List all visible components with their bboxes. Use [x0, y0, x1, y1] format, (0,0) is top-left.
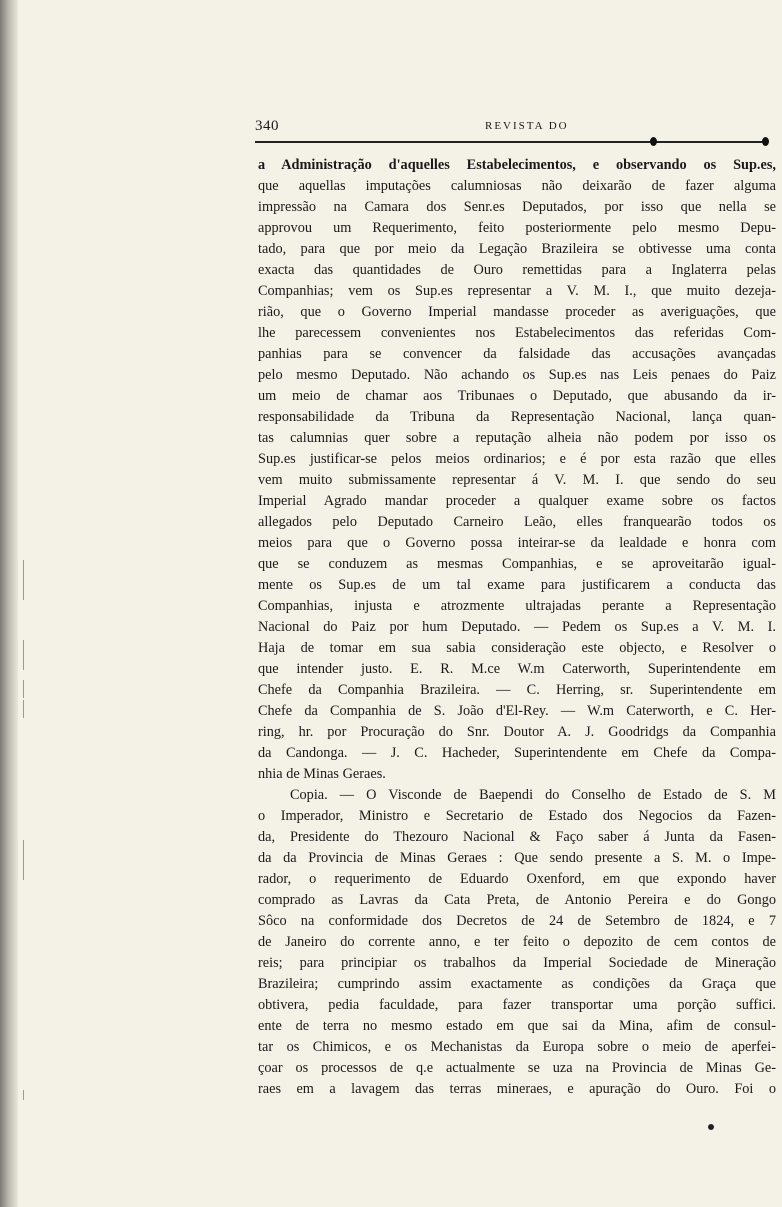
- text-line: approvou um Requerimento, feito posteriormente pelo mesmo Depu-: [258, 220, 776, 236]
- text-line: panhias para se convencer da falsidade das accusações avançadas: [258, 346, 776, 362]
- text-line: Imperial Agrado mandar proceder a qualquer exame sobre os factos: [258, 493, 776, 509]
- text-line: rião, que o Governo Imperial mandasse proceder as averiguações, que: [258, 304, 776, 320]
- text-line: lhe parecessem convenientes nos Estabelecimentos das referidas Com-: [258, 325, 776, 341]
- text-line: Companhias; vem os Sup.es representar a V. M. I., que muito dezeja-: [258, 283, 776, 299]
- text-line: Sup.es justificar-se pelos meios ordinarios; e é por esta razão que elles: [258, 451, 776, 467]
- text-line: ring, hr. por Procuração do Snr. Doutor A. J. Goodridgs da Companhia: [258, 724, 776, 740]
- text-line: mente os Sup.es de um tal exame para justificarem a conducta das: [258, 577, 776, 593]
- text-line: de Janeiro do corrente anno, e ter feito o depozito de cem contos de: [258, 934, 776, 950]
- rule-ornament: [762, 137, 769, 146]
- journal-title: REVISTA DO: [485, 120, 569, 132]
- text-line: responsabilidade da Tribuna da Representação Nacional, lança quan-: [258, 409, 776, 425]
- text-line: rador, o requerimento de Eduardo Oxenford, em que expondo haver: [258, 871, 776, 887]
- text-line: que intender justo. E. R. M.ce W.m Caterworth, Superintendente em: [258, 661, 776, 677]
- text-line: o Imperador, Ministro e Secretario de Estado dos Negocios da Fazen-: [258, 808, 776, 824]
- rule-ornament: [650, 137, 657, 146]
- header-rule: [255, 141, 767, 143]
- text-line: raes em a lavagem das terras mineraes, e apuração do Ouro. Foi o: [258, 1081, 776, 1097]
- text-line: que se conduzem as mesmas Companhias, e se aproveitarão igual-: [258, 556, 776, 572]
- text-line: meios para que o Governo possa inteirar-se da lealdade e honra com: [258, 535, 776, 551]
- gutter-marks: [18, 0, 30, 1207]
- text-line: Sôco na conformidade dos Decretos de 24 de Setembro de 1824, e 7: [258, 913, 776, 929]
- text-line: nhia de Minas Geraes.: [258, 766, 386, 782]
- text-line: Brazileira; cumprindo assim exactamente as condições da Graça que: [258, 976, 776, 992]
- text-line: tar os Chimicos, e os Mechanistas da Europa sobre o meio de aperfei-: [258, 1039, 776, 1055]
- paragraph-copia: [258, 785, 776, 1100]
- text-line: Nacional do Paiz por hum Deputado. — Pedem os Sup.es a V. M. I.: [258, 619, 776, 635]
- text-line: a Administração d'aquelles Estabelecimentos, e observando os Sup.es,: [258, 157, 776, 173]
- text-line: da Candonga. — J. C. Hacheder, Superintendente em Chefe da Compa-: [258, 745, 776, 761]
- text-line: exacta das quantidades de Ouro remettidas para a Inglaterra pelas: [258, 262, 776, 278]
- text-line: Chefe da Companhia Brazileira. — C. Herring, sr. Superintendente em: [258, 682, 776, 698]
- text-line: obtivera, pedia faculdade, para fazer transportar uma porção suffici.: [258, 997, 776, 1013]
- text-line: impressão na Camara dos Senr.es Deputados, por isso que nella se: [258, 199, 776, 215]
- text-line: da da Provincia de Minas Geraes : Que sendo presente a S. M. o Impe-: [258, 850, 776, 866]
- text-line: da, Presidente do Thezouro Nacional & Faço saber á Junta da Fasen-: [258, 829, 776, 845]
- running-head: [255, 118, 782, 140]
- page-binding-shadow: [0, 0, 18, 1207]
- page-number: 340: [255, 118, 279, 134]
- text-line: reis; para principiar os trabalhos da Imperial Sociedade de Mineração: [258, 955, 776, 971]
- text-line: vem muito submissamente representar á V. M. I. que sendo do seu: [258, 472, 776, 488]
- ink-dot: [708, 1124, 714, 1130]
- body-text: [258, 155, 776, 1100]
- paragraph-petition: [258, 155, 776, 785]
- text-line: comprado as Lavras da Cata Preta, de Antonio Pereira e do Gongo: [258, 892, 776, 908]
- text-line: um meio de chamar aos Tribunaes o Deputado, que abusando da ir-: [258, 388, 776, 404]
- text-line: Copia. — O Visconde de Baependi do Conselho de Estado de S. M: [290, 787, 776, 803]
- text-line: çoar os processos de q.e actualmente se uza na Provincia de Minas Ge-: [258, 1060, 776, 1076]
- text-line: pelo mesmo Deputado. Não achando os Sup.es nas Leis penaes do Paiz: [258, 367, 776, 383]
- text-line: que aquellas imputações calumniosas não deixarão de fazer alguma: [258, 178, 776, 194]
- text-line: Chefe da Companhia de S. João d'El-Rey. — W.m Caterworth, e C. Her-: [258, 703, 776, 719]
- text-line: allegados pelo Deputado Carneiro Leão, elles franquearão todos os: [258, 514, 776, 530]
- text-line: Companhias, injusta e atrozmente ultrajadas perante a Representação: [258, 598, 776, 614]
- text-line: tas calumnias quer sobre a reputação alheia não podem por isso os: [258, 430, 776, 446]
- text-line: tado, para que por meio da Legação Brazileira se obtivesse uma conta: [258, 241, 776, 257]
- text-line: ente de terra no mesmo estado em que sai da Mina, afim de consul-: [258, 1018, 776, 1034]
- text-line: Haja de tomar em sua sabia consideração este objecto, e Resolver o: [258, 640, 776, 656]
